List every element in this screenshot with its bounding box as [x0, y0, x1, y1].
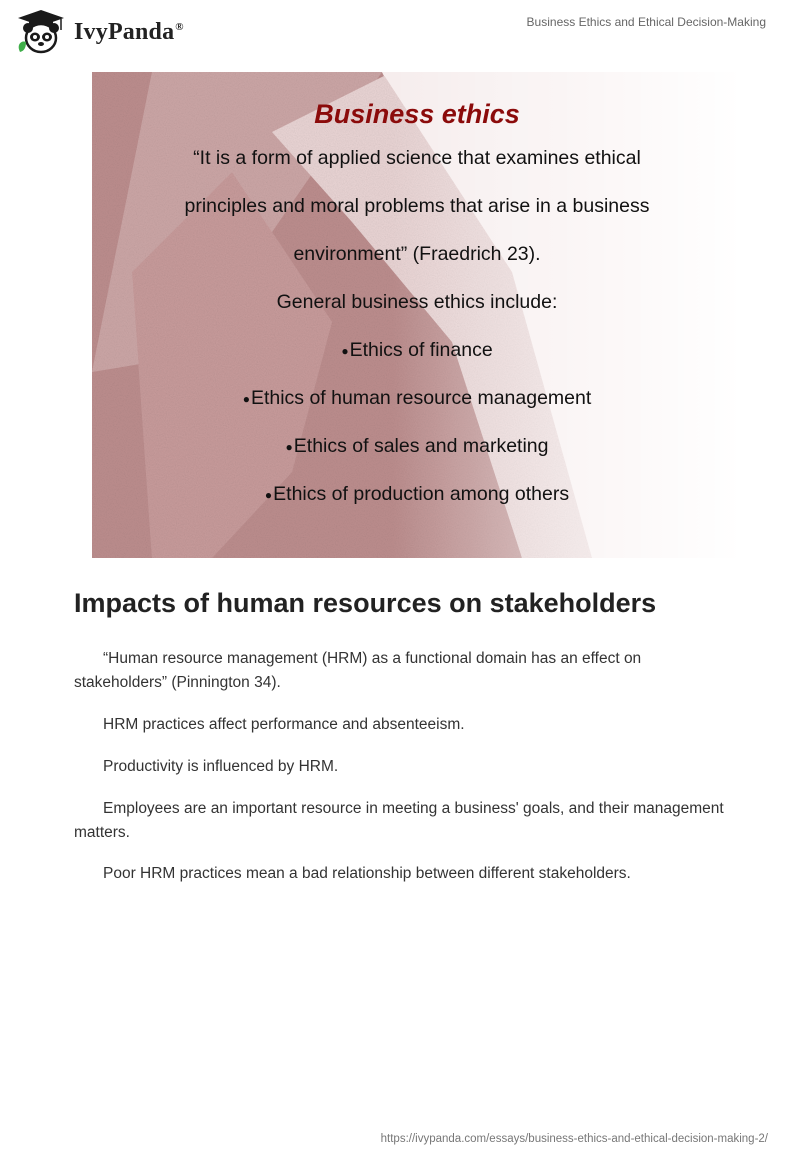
ivypanda-logo[interactable]: [14, 8, 184, 56]
slide-content: [92, 72, 742, 558]
body-paragraph: Productivity is influenced by HRM.: [103, 758, 339, 775]
slide-image: [92, 72, 742, 558]
body-paragraph: HRM practices affect performance and absenteeism.: [103, 716, 465, 733]
document-title: Business Ethics and Ethical Decision-Making: [526, 15, 766, 29]
bullet-icon: ●: [242, 391, 250, 406]
source-url-link[interactable]: https://ivypanda.com/essays/business-ethics-and-ethical-decision-making-2/: [380, 1133, 768, 1145]
slide-subheading: General business ethics include:: [276, 291, 558, 313]
bullet-icon: ●: [264, 487, 273, 502]
slide-bullet-item: ●Ethics of sales and marketing: [285, 435, 549, 457]
logo-wordmark: IvyPanda®: [74, 18, 184, 45]
slide-bullet-item: ●Ethics of human resource management: [242, 387, 592, 409]
body-paragraph: Employees are an important resource in meeting a business' goals, and their management matters.: [74, 800, 724, 841]
section-heading: Impacts of human resources on stakeholders: [74, 588, 657, 618]
page-header: [0, 0, 800, 64]
body-paragraph: Poor HRM practices mean a bad relationship between different stakeholders.: [103, 865, 631, 882]
bullet-icon: ●: [341, 343, 349, 358]
panda-graduate-icon: [14, 8, 68, 56]
body-paragraph: “Human resource management (HRM) as a functional domain has an effect on stakeholders” (Pinnington 34).: [74, 650, 642, 691]
slide-quote-line-2: principles and moral problems that arise in a business: [184, 195, 650, 217]
slide-quote-line-3: environment” (Fraedrich 23).: [293, 243, 541, 265]
slide-bullet-item: ●Ethics of finance: [341, 339, 493, 361]
bullet-icon: ●: [285, 439, 293, 454]
slide-bullet-item: ●Ethics of production among others: [264, 483, 570, 505]
slide-title: Business ethics: [314, 99, 520, 129]
slide-quote-line-1: “It is a form of applied science that examines ethical: [193, 147, 641, 169]
